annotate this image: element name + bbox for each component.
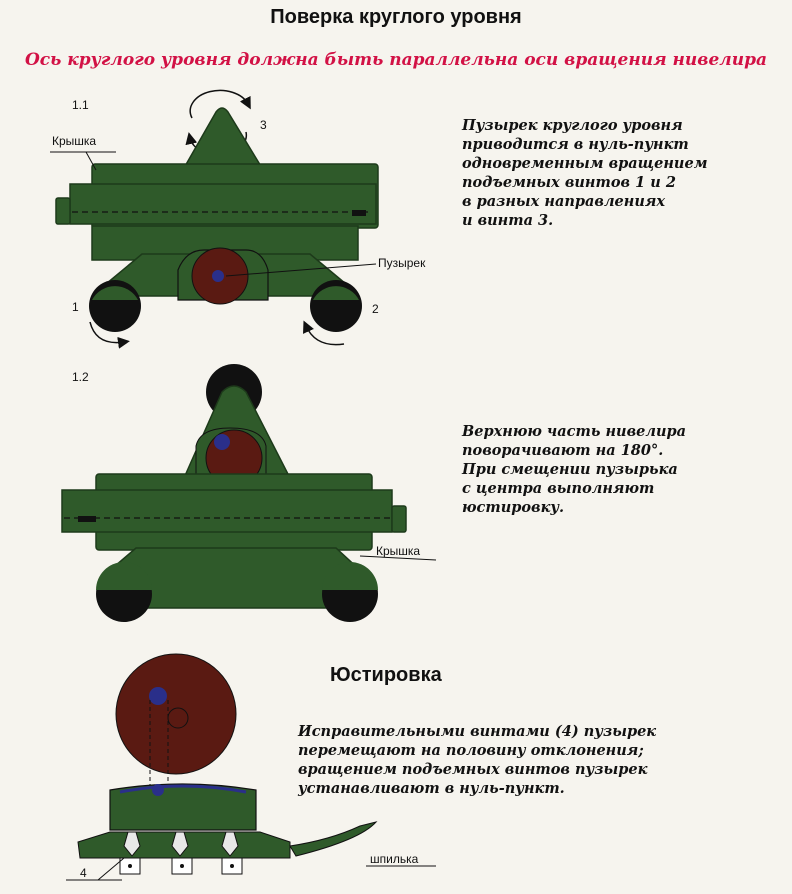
level-diagram-2	[62, 364, 436, 622]
figure-1-label: 1.1	[72, 98, 89, 112]
adjustment-description: Исправительными винтами (4) пузырек перемещают на половину отклонения; вращением подъемных винтов пузырек устанавливают в нуль-пункт.	[298, 723, 657, 797]
cover-label-1: Крышка	[52, 134, 97, 148]
page-title: Поверка круглого уровня	[270, 6, 522, 28]
adjusting-screw-label: 4	[80, 866, 87, 880]
screw-1-label: 1	[72, 300, 79, 314]
level-diagram-1	[50, 90, 378, 344]
pin-label: шпилька	[370, 852, 419, 866]
figure-2-label: 1.2	[72, 370, 89, 384]
cover-label-2: Крышка	[376, 544, 421, 558]
adjustment-title: Юстировка	[330, 664, 442, 686]
bubble-label: Пузырек	[378, 256, 426, 270]
screw-3-label: 3	[260, 118, 267, 132]
figure-1-description: Пузырек круглого уровня приводится в нуль-пункт одновременным вращением подъемных винтов 1 и 2 в разных направлениях и винта 3.	[462, 117, 708, 229]
page-subtitle: Ось круглого уровня должна быть параллельна оси вращения нивелира	[25, 50, 767, 70]
figure-2-description: Верхнюю часть нивелира поворачивают на 180°. При смещении пузырька с центра выполняют юстировку.	[462, 423, 687, 516]
screw-2-label: 2	[372, 302, 379, 316]
